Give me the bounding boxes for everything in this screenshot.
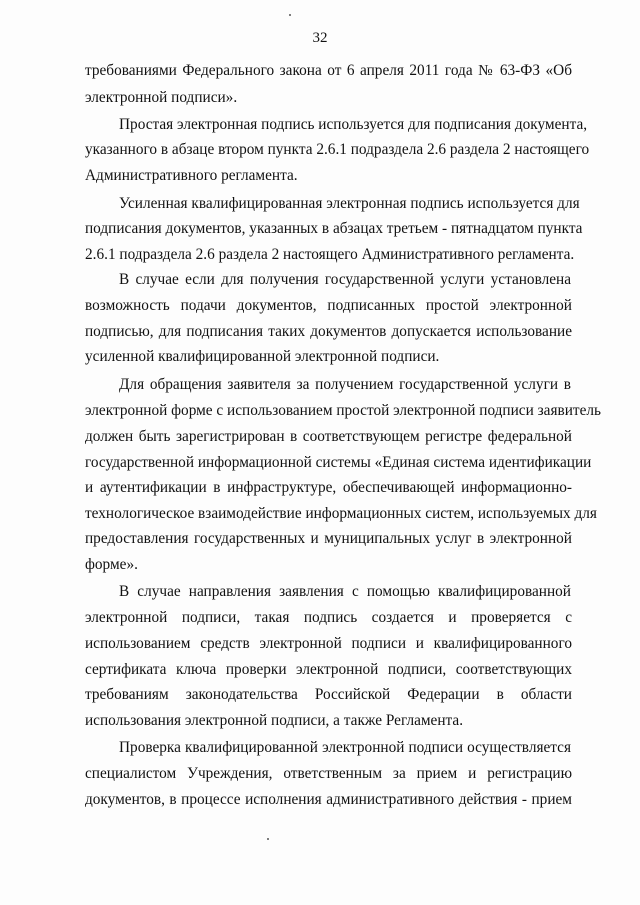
scan-speck [267, 838, 269, 840]
text-line: усиленной квалифицированной электронной подписи. [85, 348, 440, 365]
text-line: специалистом Учреждения, ответственным за прием и регистрацию [85, 765, 572, 782]
text-line: В случае направления заявления с помощью квалифицированной [119, 583, 571, 600]
text-line: Простая электронная подпись используется для подписания документа, [119, 116, 588, 133]
text-line: подписания документов, указанных в абзацах третьем - пятнадцатом пункта [85, 220, 583, 237]
text-line: Усиленная квалифицированная электронная подпись используется для [119, 195, 580, 212]
text-line: требованиями Федерального закона от 6 апреля 2011 года № 63-ФЗ «Об [85, 62, 572, 79]
text-line: Для обращения заявителя за получением государственной услуги в [119, 376, 571, 393]
text-line: использованием средств электронной подписи и квалифицированного [85, 635, 572, 652]
text-line: подписью, для подписания таких документов допускается использование [85, 323, 572, 340]
text-line: и аутентификации в инфраструктуре, обеспечивающей информационно- [85, 479, 572, 496]
text-line: Административного регламента. [85, 167, 298, 184]
text-line: форме». [85, 556, 138, 573]
page-number: 32 [312, 30, 328, 46]
text-line: 2.6.1 подраздела 2.6 раздела 2 настоящего Административного регламента. [85, 246, 575, 263]
text-line: В случае если для получения государственной услуги установлена [119, 271, 571, 288]
text-line: сертификата ключа проверки электронной подписи, соответствующих [85, 661, 572, 678]
text-line: должен быть зарегистрирован в соответствующем регистре федеральной [85, 428, 572, 445]
scan-speck [289, 14, 291, 16]
text-line: возможность подачи документов, подписанных простой электронной [85, 297, 572, 314]
text-line: электронной форме с использованием простой электронной подписи заявитель [85, 402, 601, 419]
text-line: Проверка квалифицированной электронной подписи осуществляется [119, 739, 571, 756]
text-line: требованиям законодательства Российской Федерации в области [85, 686, 572, 703]
text-line: электронной подписи». [85, 89, 238, 106]
text-line: документов, в процессе исполнения административного действия - прием [85, 791, 572, 808]
text-line: государственной информационной системы «Единая система идентификации [85, 454, 592, 471]
text-line: электронной подписи, такая подпись создается и проверяется с [85, 609, 572, 626]
text-line: использования электронной подписи, а также Регламента. [85, 712, 464, 729]
text-line: указанного в абзаце втором пункта 2.6.1 подраздела 2.6 раздела 2 настоящего [85, 141, 590, 158]
text-line: предоставления государственных и муниципальных услуг в электронной [85, 530, 572, 547]
text-line: технологическое взаимодействие информационных систем, используемых для [85, 505, 597, 522]
